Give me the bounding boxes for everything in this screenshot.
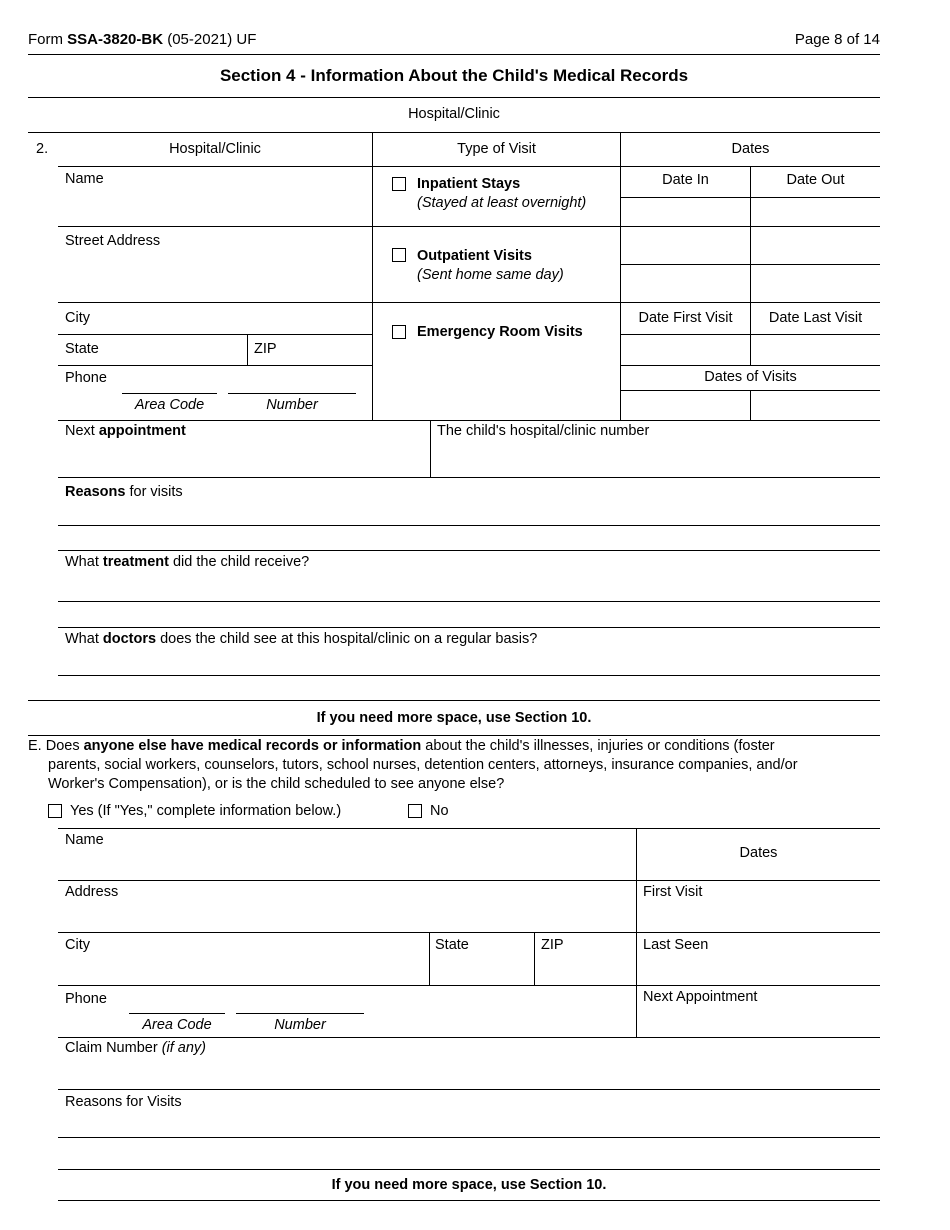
name-label: Name — [65, 171, 104, 187]
inpatient-label: Inpatient Stays — [417, 176, 521, 192]
other-name-label: Name — [65, 832, 104, 848]
col-hospital-header: Hospital/Clinic — [169, 141, 261, 157]
title-rule — [28, 97, 880, 98]
visit-date-2-input[interactable] — [751, 391, 879, 419]
next-appointment-other-input[interactable] — [637, 1009, 880, 1035]
state-input[interactable] — [110, 336, 246, 364]
claim-number-label — [65, 1039, 206, 1057]
inpatient-note: (Stayed at least overnight) — [417, 195, 587, 211]
question-e-line-1-rest: about the child's illnesses, injuries or conditions (foster — [421, 738, 775, 754]
phone-label: Phone — [65, 370, 107, 386]
other-area-code-rule — [129, 1013, 225, 1014]
doctors-label — [65, 630, 537, 648]
question-e-bold: anyone else have medical records or information — [83, 738, 422, 754]
other-address-label: Address — [65, 884, 119, 900]
inpatient-date-out-input[interactable] — [751, 198, 879, 225]
city-input[interactable] — [104, 308, 372, 334]
other-area-code-input[interactable] — [129, 992, 225, 1012]
reasons-rule-1 — [58, 525, 880, 526]
first-visit-input[interactable] — [637, 904, 880, 930]
other-name-input[interactable] — [58, 852, 636, 878]
name-rule — [58, 226, 372, 227]
form-prefix: Form — [28, 31, 68, 48]
outpatient-rule — [372, 302, 620, 303]
other-zip-label: ZIP — [541, 937, 564, 953]
next-pre: Next — [65, 423, 99, 439]
question-e-line-1 — [28, 737, 775, 755]
reasons-bold: Reasons — [65, 484, 126, 500]
reasons-post: for visits — [125, 484, 183, 500]
reasons-rule-2 — [58, 550, 880, 551]
no-label: No — [430, 803, 449, 819]
clinic-number-label: The child's hospital/clinic number — [437, 423, 650, 439]
outpatient-checkbox[interactable] — [392, 248, 406, 262]
appointment-rule — [58, 477, 880, 478]
claim-italic: (if any) — [161, 1040, 207, 1056]
other-phone-rule — [58, 1037, 880, 1038]
date-first-visit-label: Date First Visit — [638, 310, 733, 326]
form-id — [28, 31, 256, 49]
next-bold: appointment — [98, 423, 186, 439]
type-col-divider — [372, 132, 373, 420]
treatment-input-1[interactable] — [58, 575, 880, 599]
treatment-label — [65, 553, 309, 571]
section-title: Section 4 - Information About the Child's Medical Records — [219, 66, 689, 85]
date-out-label: Date Out — [786, 172, 845, 188]
treatment-post: did the child receive? — [168, 554, 310, 570]
other-phone-number-input[interactable] — [236, 992, 364, 1012]
area-code-caption: Area Code — [134, 397, 205, 413]
zip-label: ZIP — [254, 341, 277, 357]
area-code-rule — [122, 393, 217, 394]
visit-date-1-input[interactable] — [621, 391, 749, 419]
band-rule — [28, 132, 880, 133]
date-in-label: Date In — [662, 172, 709, 188]
question-e-line-2: parents, social workers, counselors, tutors, school nurses, detention centers, attorneys, insurance companies, and/or — [48, 757, 798, 773]
other-reasons-input-1[interactable] — [58, 1113, 880, 1136]
treatment-rule-2 — [58, 627, 880, 628]
first-visit-label: First Visit — [643, 884, 703, 900]
yes-label: Yes (If "Yes," complete information below.) — [70, 803, 342, 819]
more-space-rule-1 — [28, 735, 880, 736]
clinic-number-input[interactable] — [431, 443, 880, 475]
next-appointment-input[interactable] — [58, 443, 430, 475]
doctors-post: does the child see at this hospital/clinic on a regular basis? — [156, 631, 538, 647]
city-label: City — [65, 310, 90, 326]
first-visit-date-input[interactable] — [621, 335, 749, 364]
number-rule — [228, 393, 356, 394]
other-city-rule — [58, 985, 880, 986]
last-seen-label: Last Seen — [643, 937, 709, 953]
inpatient-checkbox[interactable] — [392, 177, 406, 191]
other-reasons-rule-1 — [58, 1137, 880, 1138]
city-rule — [58, 334, 372, 335]
table-bottom-rule — [58, 420, 880, 421]
street-address-input[interactable] — [58, 252, 372, 300]
hospital-name-input[interactable] — [58, 190, 372, 224]
inpatient-rule — [372, 226, 620, 227]
doctors-bold: doctors — [102, 631, 157, 647]
reasons-input-1[interactable] — [58, 503, 880, 524]
inpatient-date-in-input[interactable] — [621, 198, 749, 225]
emergency-label: Emergency Room Visits — [417, 324, 583, 340]
other-phone-label: Phone — [65, 991, 107, 1007]
state-zip-divider — [247, 334, 248, 365]
claim-rule — [58, 1089, 880, 1090]
outpatient-date-4-input[interactable] — [751, 265, 879, 301]
question-e-letter: E. Does — [28, 738, 84, 754]
doctors-pre: What — [65, 631, 103, 647]
doctors-rule-1 — [58, 675, 880, 676]
yes-checkbox[interactable] — [48, 804, 62, 818]
other-city-input[interactable] — [58, 957, 429, 983]
other-zip-input[interactable] — [535, 957, 636, 983]
more-space-note-1: If you need more space, use Section 10. — [316, 710, 592, 726]
other-state-input[interactable] — [430, 957, 534, 983]
other-city-label: City — [65, 937, 90, 953]
emergency-checkbox[interactable] — [392, 325, 406, 339]
outpatient-date-1-input[interactable] — [621, 227, 749, 263]
next-appointment-label — [65, 422, 186, 440]
other-state-label: State — [435, 937, 469, 953]
question-e-line-3: Worker's Compensation), or is the child scheduled to see anyone else? — [48, 776, 505, 792]
other-address-rule — [58, 932, 880, 933]
doctors-rule-2 — [28, 700, 880, 701]
treatment-pre: What — [65, 554, 103, 570]
street-label: Street Address — [65, 233, 161, 249]
other-top-rule — [58, 828, 880, 829]
area-code-input[interactable] — [122, 372, 217, 394]
treatment-bold: treatment — [102, 554, 169, 570]
reasons-input-2[interactable] — [58, 527, 880, 548]
date-last-visit-label: Date Last Visit — [768, 310, 863, 326]
other-dates-header: Dates — [739, 845, 778, 861]
other-reasons-input-2[interactable] — [58, 1140, 880, 1167]
item-number: 2. — [36, 141, 49, 157]
claim-number-input[interactable] — [58, 1060, 880, 1087]
col-header-rule — [58, 166, 880, 167]
state-label: State — [65, 341, 99, 357]
no-checkbox[interactable] — [408, 804, 422, 818]
outpatient-label: Outpatient Visits — [417, 248, 532, 264]
doctors-input-1[interactable] — [58, 651, 880, 674]
outpatient-date-3-input[interactable] — [621, 265, 749, 301]
bottom-rule — [58, 1200, 880, 1201]
emergency-dates-rule — [620, 365, 880, 366]
claim-pre: Claim Number — [65, 1040, 162, 1056]
page-number: Page 8 of 14 — [794, 31, 880, 48]
reasons-label — [65, 483, 183, 501]
other-number-rule — [236, 1013, 364, 1014]
other-reasons-label: Reasons for Visits — [65, 1094, 182, 1110]
number-caption: Number — [266, 397, 318, 413]
last-seen-input[interactable] — [637, 957, 880, 983]
form-code: SSA-3820-BK — [67, 31, 164, 48]
state-rule — [58, 365, 372, 366]
other-reasons-rule-2 — [58, 1169, 880, 1170]
more-space-note-2: If you need more space, use Section 10. — [331, 1177, 607, 1193]
doctors-input-2[interactable] — [58, 677, 880, 698]
col-type-header: Type of Visit — [457, 141, 536, 157]
form-suffix: (05-2021) UF — [163, 31, 257, 48]
treatment-input-2[interactable] — [58, 603, 880, 626]
zip-input[interactable] — [282, 336, 372, 364]
other-address-input[interactable] — [58, 904, 636, 930]
outpatient-dates-rule — [620, 302, 880, 303]
other-name-rule — [58, 880, 880, 881]
street-rule — [58, 302, 372, 303]
hospital-band: Hospital/Clinic — [408, 106, 500, 122]
other-number-caption: Number — [274, 1017, 326, 1033]
outpatient-date-2-input[interactable] — [751, 227, 879, 263]
header-rule — [28, 54, 880, 55]
col-dates-header: Dates — [731, 141, 770, 157]
treatment-rule-1 — [58, 601, 880, 602]
next-appointment-other-label: Next Appointment — [643, 989, 758, 1005]
other-area-code-caption: Area Code — [142, 1017, 212, 1033]
phone-number-input[interactable] — [228, 372, 356, 394]
outpatient-note: (Sent home same day) — [417, 267, 564, 283]
dates-of-visits-label: Dates of Visits — [704, 369, 797, 385]
last-visit-date-input[interactable] — [751, 335, 879, 364]
